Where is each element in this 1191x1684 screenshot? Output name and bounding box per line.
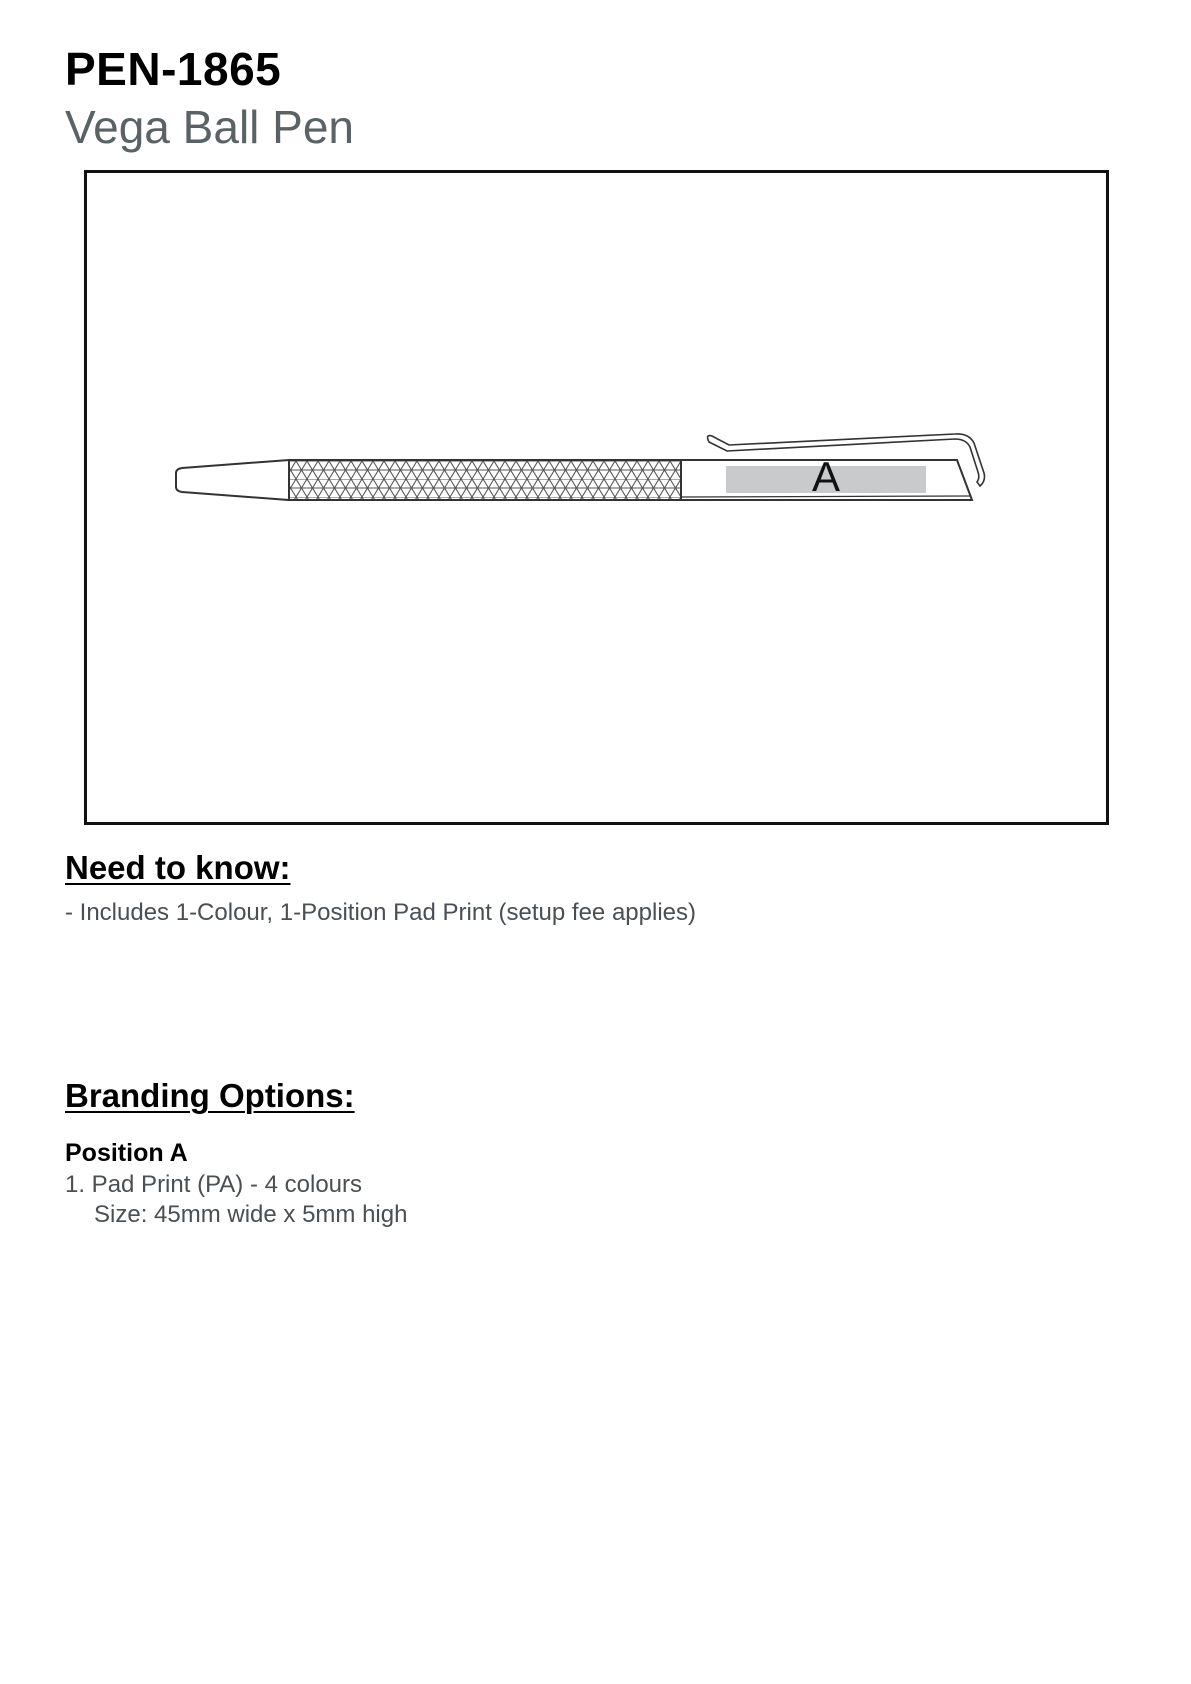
pen-tip	[176, 460, 289, 500]
position-a-title: Position A	[65, 1139, 188, 1167]
product-code: PEN-1865	[65, 43, 282, 95]
pen-line-drawing	[87, 173, 1106, 822]
product-drawing-frame	[84, 170, 1109, 825]
need-to-know-heading: Need to know:	[65, 849, 291, 886]
position-a-marker: A	[811, 453, 841, 500]
branding-options-heading: Branding Options:	[65, 1077, 355, 1114]
need-to-know-item: - Includes 1-Colour, 1-Position Pad Print (setup fee applies)	[65, 899, 696, 926]
branding-option-size: Size: 45mm wide x 5mm high	[94, 1201, 408, 1228]
pen-grip	[289, 460, 681, 500]
product-name: Vega Ball Pen	[65, 101, 355, 153]
branding-option-line: 1. Pad Print (PA) - 4 colours	[65, 1171, 362, 1198]
